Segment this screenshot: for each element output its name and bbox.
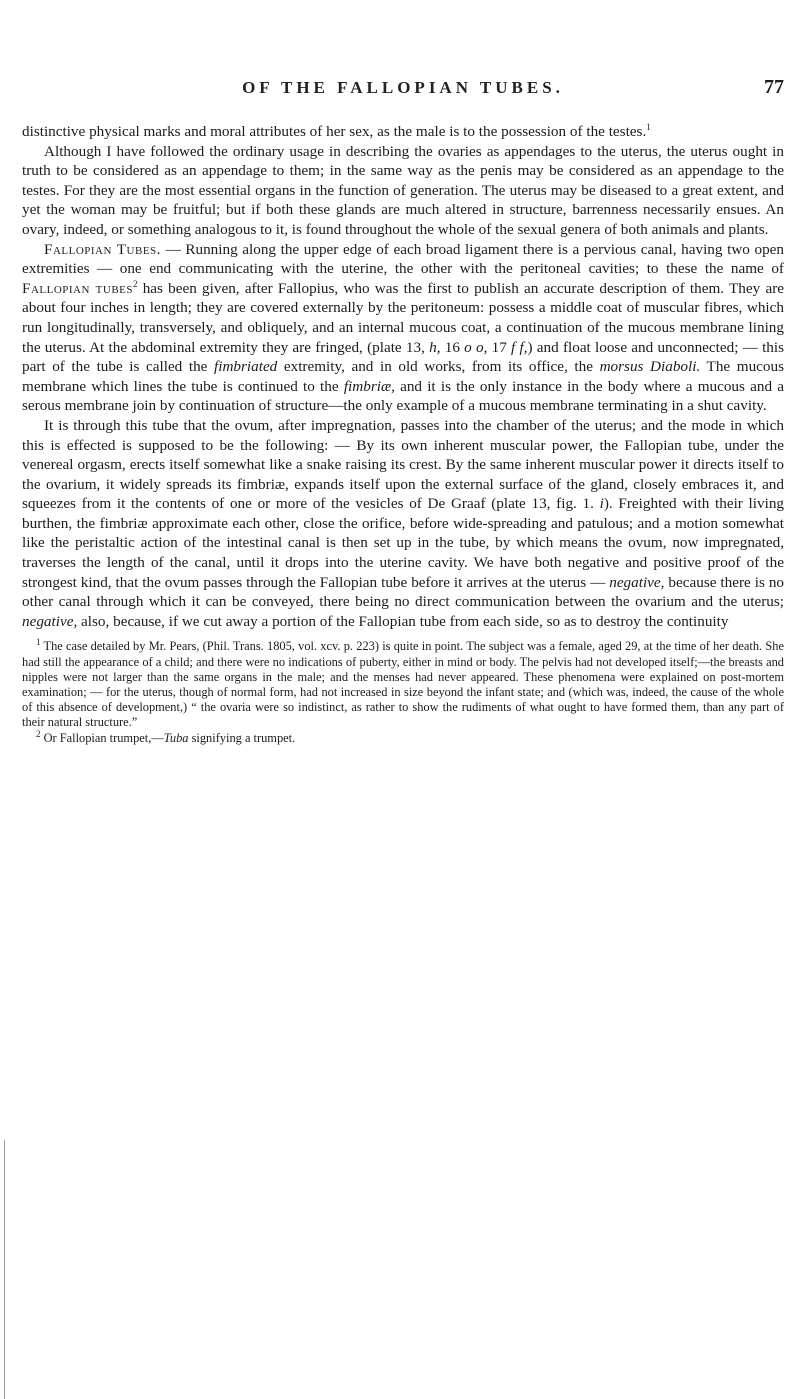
paragraph-text: also, because, if we cut away a portion of the Fallopian tube from each side, so as to destroy the continuity (77, 612, 729, 630)
paragraph-ovaries: Although I have followed the ordinary usage in describing the ovaries as appendages to the uterus, the uterus ought in truth to be considered as an appendage to them; in the same way as the penis may be considered as an appendage to the testes. For they are the most essential organs in the function of generation. The uterus may be diseased to a great extent, and yet the woman may be fruitful; but if both these glands are much altered in structure, barrenness necessarily ensues. An ovary, indeed, or something analogous to it, is found throughout the whole of the sexual genera of both animals and plants. (22, 142, 784, 238)
term-negative: negative, (22, 612, 78, 630)
paragraph-text: 17 (487, 338, 512, 356)
footnote-ref: 1 (646, 121, 651, 132)
paragraph-text: and it is the only instance in the body where a mucous and a serous membrane join by continuation of structure—the only example of a mucous membrane terminating in a shut cavity. (22, 377, 785, 415)
footnote-marker: 1 (36, 637, 41, 648)
term-negative: negative, (609, 573, 665, 591)
term-fallopian-tubes: Fallopian tubes (22, 279, 133, 297)
book-page (22, 0, 784, 746)
paragraph-text: distinctive physical marks and moral attributes of her sex, as the male is to the possession of the testes. (22, 123, 647, 140)
body-text (22, 122, 784, 631)
page-number: 77 (764, 76, 784, 98)
paragraph-text: ) and float loose and unconnected; — this part of the tube is called the (22, 338, 785, 376)
footnotes (22, 639, 784, 745)
paragraph-text: extremity, and in old works, from its office, the (277, 358, 600, 376)
plate-ref: h, (429, 338, 441, 356)
term-fimbriae: fimbriæ, (343, 377, 395, 395)
paragraph-text: ). Freighted with their living burthen, the fimbriæ approximate each other, close the orifice, before wide-spreading and patulous; and a motion somewhat like the peristaltic action of the intestinal canal is then set up in the tube, by which means the ovum, now impregnated, traverses the length of the canal, until it drops into the uterine cavity. We have both negative and positive proof of the strongest kind, that the ovum passes through the Fallopian tube before it arrives at the uterus — (22, 495, 785, 591)
term-tuba: Tuba (163, 730, 189, 745)
scan-edge-line (4, 1140, 5, 1399)
running-title: OF THE FALLOPIAN TUBES. (242, 78, 564, 97)
paragraph-ovum-passage (22, 416, 784, 632)
footnote-text: signifying a trumpet. (188, 730, 296, 745)
footnote-2 (22, 728, 784, 746)
running-head (22, 78, 784, 122)
paragraph-text: because there is no other canal through which it can be conveyed, there being no direct communication between the ovarium and the uterus; (22, 573, 785, 611)
plate-ref: f f, (511, 338, 528, 356)
footnote-text: The case detailed by Mr. Pears, (Phil. Trans. 1805, vol. xcv. p. 223) is quite in point. The subject was a female, aged 29, at the time of her death. She had still the appearance of a child; and there were no indications of puberty, either in mind or body. The pelvis had not developed itself;—the breasts and nipples were not larger than the same organs in the male; and the menses had never appeared. These phenomena were explained on post-mortem examination; — for the uterus, though of normal form, had not increased in size beyond the infant state; and (which was, indeed, the cause of the whole of this absence of development,) “ the ovaria were so indistinct, as rather to show the rudiments of what ought to have formed them, than any part of their natural structure.” (22, 639, 784, 730)
footnote-marker: 2 (36, 728, 41, 739)
paragraph-text: The mucous membrane which lines the tube is continued to the (22, 358, 785, 395)
plate-ref: i (599, 495, 604, 513)
plate-ref: o o, (464, 338, 488, 356)
footnote-text: Or Fallopian trumpet,— (40, 730, 164, 745)
paragraph-text: has been given, after Fallopius, who was the first to publish an accurate description of them. They are about four inches in length; they are covered externally by the peritoneum: possess a middle coat of muscular fibres, which run longitudinally, transversely, and obliquely, and an internal mucous coat, a continuation of the mucous membrane lining the uterus. At the abdominal extremity they are fringed, (plate 13, (22, 279, 784, 356)
paragraph-continuation (22, 122, 784, 142)
paragraph-fallopian-tubes (22, 240, 784, 416)
footnote-1 (22, 639, 784, 730)
section-heading: Fallopian Tubes. (44, 240, 161, 258)
paragraph-text: — Running along the upper edge of each broad ligament there is a pervious canal, having two open extremities — one end communicating with the uterine, the other with the peritoneal cavities; to these the name of (22, 240, 784, 278)
footnote-ref: 2 (133, 278, 138, 289)
term-fimbriated: fimbriated (214, 358, 278, 376)
paragraph-text: It is through this tube that the ovum, after impregnation, passes into the chamber of the uterus; and the mode in which this is effected is supposed to be the following: — By its own inherent muscular power, the Fallopian tube, under the venereal orgasm, erects itself somewhat like a snake raising its crest. By the same inherent muscular power it directs itself to the ovarium, it widely spreads its fimbriæ, expands itself upon the external surface of the gland, closely embraces it, and squeezes from it the contents of one or more of the vesicles of De Graaf (plate 13, fig. 1. (22, 416, 784, 513)
paragraph-text: 16 (440, 338, 465, 356)
term-morsus-diaboli: morsus Diaboli. (599, 358, 701, 376)
